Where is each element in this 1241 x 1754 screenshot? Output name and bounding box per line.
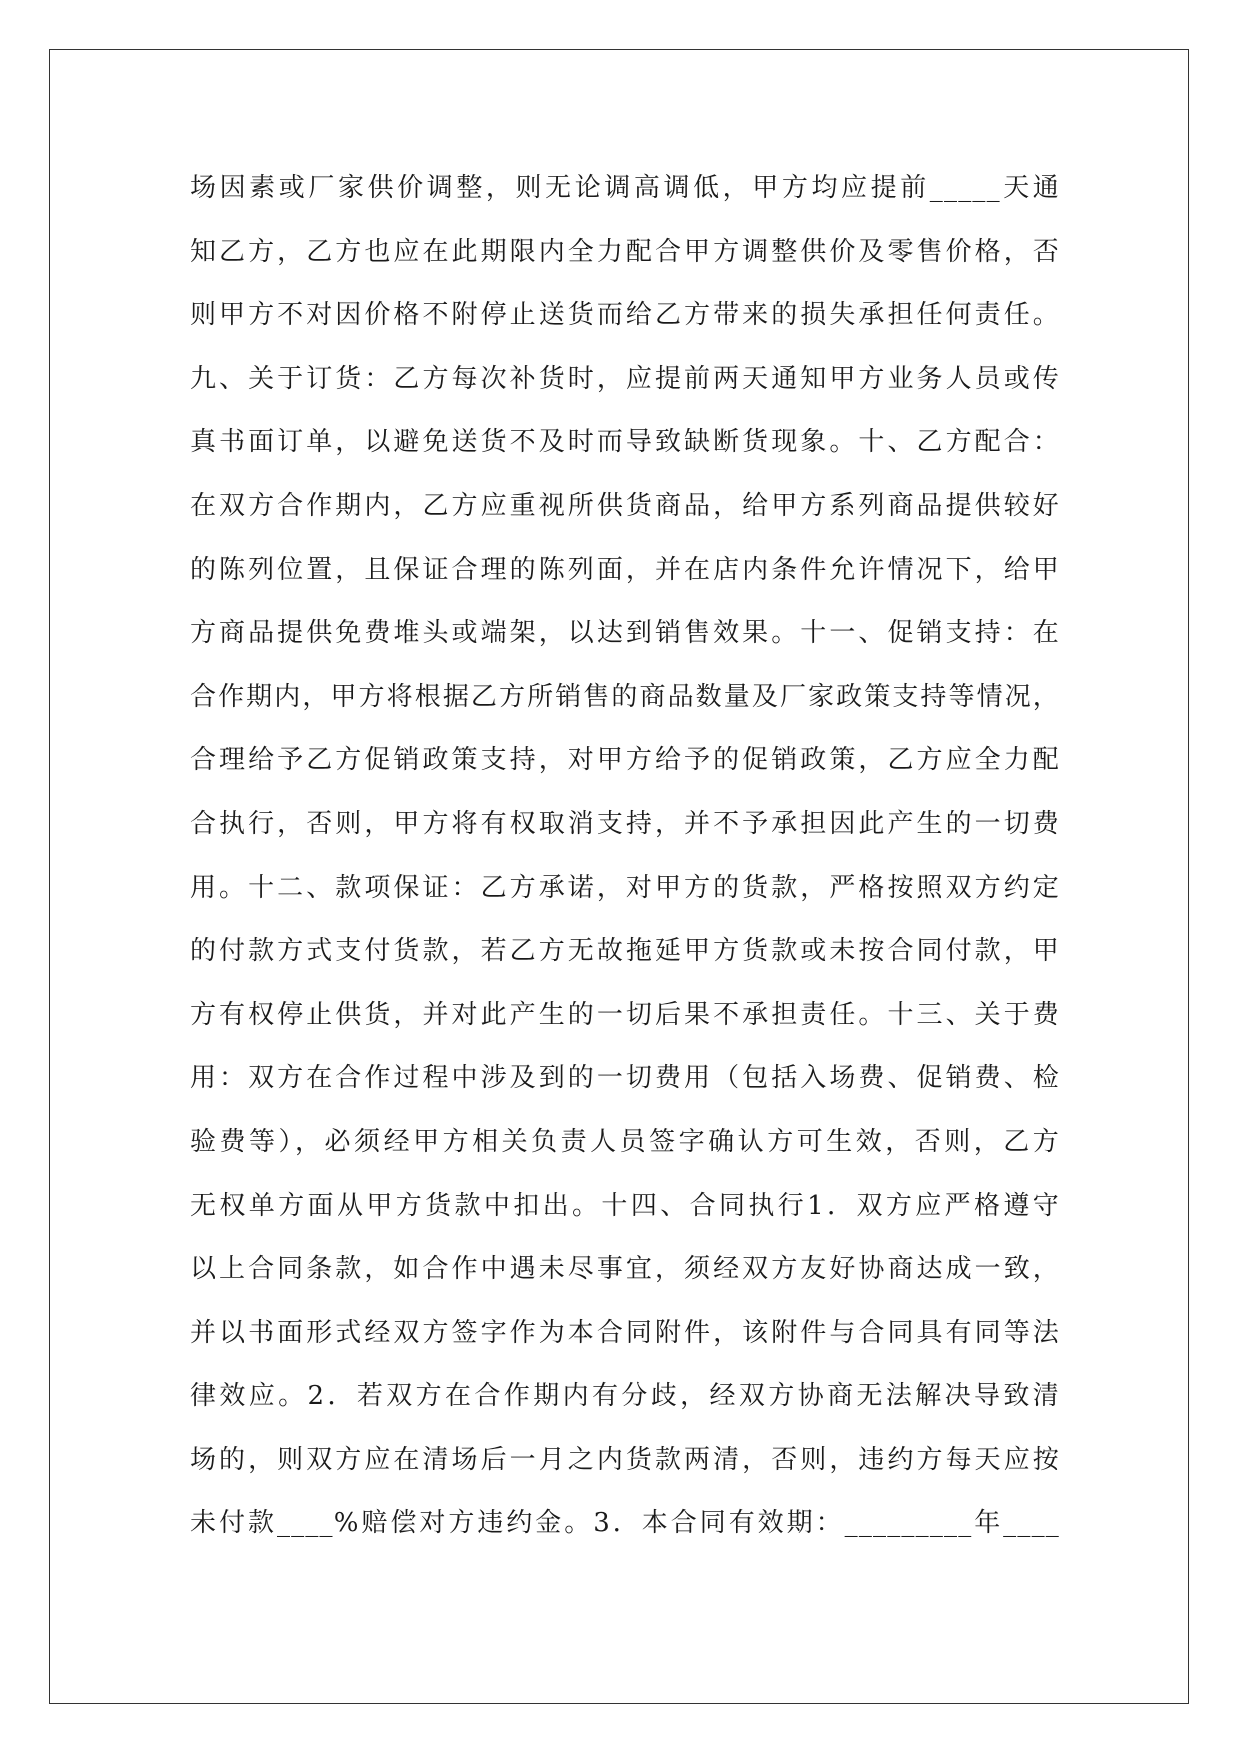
text-line: 的陈列位置，且保证合理的陈列面，并在店内条件允许情况下，给甲 — [190, 554, 1060, 585]
text-line: 真书面订单，以避免送货不及时而导致缺断货现象。十、乙方配合： — [190, 427, 1060, 458]
text-line: 用。十二、款项保证：乙方承诺，对甲方的货款，严格按照双方约定 — [190, 872, 1060, 903]
text-line: 以上合同条款，如合作中遇未尽事宜，须经双方友好协商达成一致， — [190, 1254, 1060, 1285]
text-line: 方商品提供免费堆头或端架，以达到销售效果。十一、促销支持：在 — [190, 618, 1060, 649]
text-line: 用：双方在合作过程中涉及到的一切费用（包括入场费、促销费、检 — [190, 1063, 1060, 1094]
text-line: 未付款____%赔偿对方违约金。3．本合同有效期：_________年____ — [190, 1508, 1060, 1539]
text-line: 在双方合作期内，乙方应重视所供货商品，给甲方系列商品提供较好 — [190, 490, 1060, 521]
text-line: 九、关于订货：乙方每次补货时，应提前两天通知甲方业务人员或传 — [190, 363, 1060, 394]
text-line: 律效应。2．若双方在合作期内有分歧，经双方协商无法解决导致清 — [190, 1381, 1060, 1412]
text-line: 知乙方，乙方也应在此期限内全力配合甲方调整供价及零售价格，否 — [190, 236, 1060, 267]
text-line: 无权单方面从甲方货款中扣出。十四、合同执行1．双方应严格遵守 — [190, 1190, 1060, 1221]
text-line: 合执行，否则，甲方将有权取消支持，并不予承担因此产生的一切费 — [190, 808, 1060, 839]
text-line: 合理给予乙方促销政策支持，对甲方给予的促销政策，乙方应全力配 — [190, 745, 1060, 776]
text-line: 场因素或厂家供价调整，则无论调高调低，甲方均应提前_____天通 — [190, 173, 1060, 203]
text-line: 并以书面形式经双方签字作为本合同附件，该附件与合同具有同等法 — [190, 1317, 1060, 1348]
text-line: 的付款方式支付货款，若乙方无故拖延甲方货款或未按合同付款，甲 — [190, 936, 1060, 967]
text-line: 验费等），必须经甲方相关负责人员签字确认方可生效，否则，乙方 — [190, 1126, 1060, 1157]
text-line: 场的，则双方应在清场后一月之内货款两清，否则，违约方每天应按 — [190, 1444, 1060, 1475]
text-line: 则甲方不对因价格不附停止送货而给乙方带来的损失承担任何责任。 — [190, 300, 1060, 331]
contract-body-text — [190, 157, 1060, 1556]
text-line: 合作期内，甲方将根据乙方所销售的商品数量及厂家政策支持等情况， — [190, 681, 1060, 712]
text-line: 方有权停止供货，并对此产生的一切后果不承担责任。十三、关于费 — [190, 999, 1060, 1030]
